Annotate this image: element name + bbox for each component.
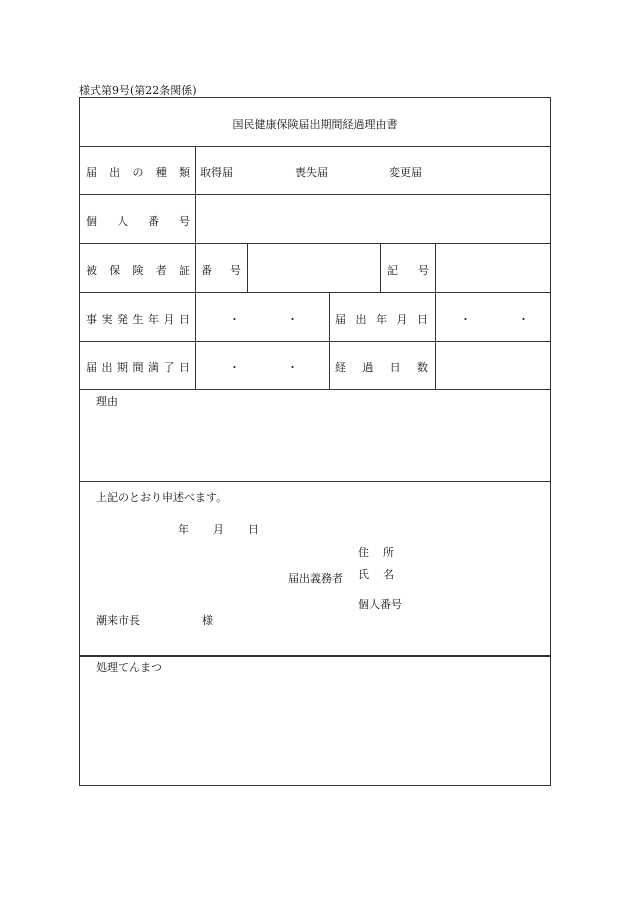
document-title: 国民健康保険届出期間経過理由書 (232, 118, 398, 131)
addressee: 潮来市長 (96, 614, 140, 627)
date-separator: ・ (518, 313, 529, 326)
obligor-label: 届出義務者 (288, 572, 343, 585)
processing-label: 処理てんまつ (96, 661, 162, 674)
row-divider (79, 292, 551, 293)
cell-divider (380, 243, 381, 292)
name-label: 氏 名 (358, 568, 394, 581)
cell-divider (329, 292, 330, 389)
option-acquisition[interactable]: 取得届 (200, 166, 233, 179)
date-day-char: 日 (248, 523, 259, 536)
row-divider (79, 146, 551, 147)
card-symbol-field[interactable] (436, 244, 550, 291)
reason-label: 理由 (96, 395, 118, 408)
event-date-label: 事 実 発 生 年 月 日 (86, 313, 190, 326)
form-number: 様式第9号(第22条関係) (79, 84, 197, 97)
date-separator: ・ (287, 313, 298, 326)
row-divider (79, 389, 551, 390)
date-year-char: 年 (178, 523, 189, 536)
insurance-card-label: 被 保 険 者 証 (86, 264, 190, 277)
deadline-label: 届 出 期 間 満 了 日 (86, 361, 190, 374)
submission-date-label: 届 出 年 月 日 (335, 313, 428, 326)
label-column-divider (195, 146, 196, 389)
row-divider (79, 655, 551, 657)
row-divider (79, 481, 551, 482)
personal-number-field[interactable] (196, 195, 550, 242)
elapsed-days-field[interactable] (436, 342, 550, 388)
date-separator: ・ (229, 361, 240, 374)
option-change[interactable]: 変更届 (389, 166, 422, 179)
elapsed-days-label: 経 過 日 数 (335, 361, 428, 374)
address-label: 住 所 (358, 546, 394, 559)
card-number-label: 番 号 (201, 264, 241, 277)
reason-field[interactable] (80, 408, 550, 480)
honorific: 様 (202, 614, 213, 627)
card-symbol-label: 記 号 (387, 264, 429, 277)
date-month-char: 月 (213, 523, 224, 536)
notification-type-label: 届 出 の 種 類 (86, 166, 190, 179)
declaration-statement: 上記のとおり申述べます。 (96, 491, 228, 504)
obligor-personal-number-label: 個人番号 (358, 598, 402, 611)
date-separator: ・ (229, 313, 240, 326)
card-number-field[interactable] (248, 244, 379, 291)
date-separator: ・ (460, 313, 471, 326)
personal-number-label: 個 人 番 号 (86, 215, 190, 228)
option-loss[interactable]: 喪失届 (295, 166, 328, 179)
date-separator: ・ (287, 361, 298, 374)
processing-field[interactable] (80, 674, 550, 784)
